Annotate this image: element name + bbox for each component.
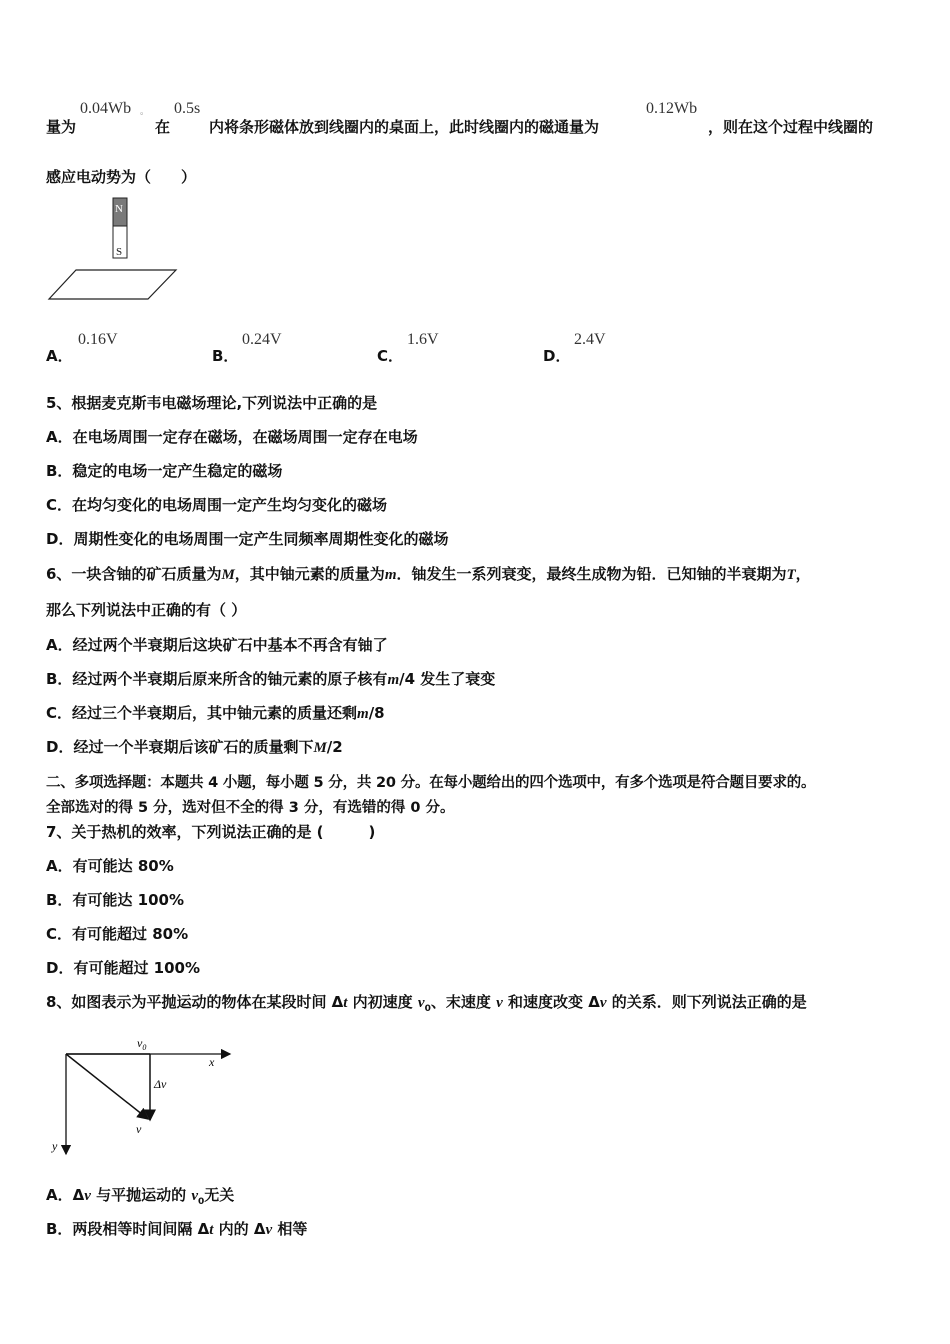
q6-stem xyxy=(46,563,811,584)
q5-option-a[interactable]: A．在电场周围一定存在磁场，在磁场周围一定存在电场 xyxy=(46,428,418,446)
q8-option-b-var2: v xyxy=(265,1222,273,1238)
q6-option-c-a: C．经过三个半衰期后，其中铀元素的质量还剩 xyxy=(46,704,358,722)
q6-stem-a: 6、一块含铀的矿石质量为 xyxy=(46,565,222,583)
q4-stem-part4: ，则在这个过程中线圈的 xyxy=(708,118,874,136)
q8-stem-b: 内初速度 xyxy=(347,993,418,1011)
q8-option-b-a: B．两段相等时间间隔 Δ xyxy=(46,1220,210,1238)
q8-option-a-var2: v xyxy=(191,1188,199,1204)
q6-option-d-a: D．经过一个半衰期后该矿石的质量剩下 xyxy=(46,738,314,756)
q8-option-a-c: 无关 xyxy=(204,1186,235,1204)
q6-option-d-b: /2 xyxy=(326,738,343,756)
q7-option-c[interactable]: C．有可能超过 80% xyxy=(46,925,189,943)
q6-option-b[interactable] xyxy=(46,668,495,689)
q8-option-b-var: t xyxy=(209,1222,214,1238)
q4-stem-part2: 在 xyxy=(155,118,171,136)
q6-var-m: m xyxy=(384,567,397,583)
q4-formula-final-flux: 0.12Wb xyxy=(646,100,698,117)
magnet-s-label: S xyxy=(116,246,123,258)
q4-stem-line2: 感应电动势为（ ） xyxy=(46,168,197,186)
q8-var-v0-sub: 0 xyxy=(424,1004,431,1014)
q4-option-b-value: 0.24V xyxy=(242,331,282,348)
v0-label-v: v xyxy=(137,1036,143,1050)
q8-var-t: t xyxy=(343,995,348,1011)
q5-option-b[interactable]: B．稳定的电场一定产生稳定的磁场 xyxy=(46,462,283,480)
q7-stem: 7、关于热机的效率，下列说法正确的是 ( ) xyxy=(46,823,376,841)
q8-stem-c: 、末速度 xyxy=(430,993,497,1011)
q8-stem-e: 的关系．则下列说法正确的是 xyxy=(606,993,807,1011)
v0-label xyxy=(137,1036,146,1052)
q7-option-a[interactable]: A．有可能达 80% xyxy=(46,857,174,875)
q6-option-b-a: B．经过两个半衰期后原来所含的铀元素的原子核有 xyxy=(46,670,388,688)
q8-var-v: v xyxy=(496,995,503,1011)
q4-option-a-letter[interactable]: A． xyxy=(46,347,73,365)
q4-formula-initial-flux: 0.04Wb xyxy=(80,100,132,117)
q6-option-c[interactable] xyxy=(46,702,385,723)
coil-parallelogram xyxy=(49,270,176,299)
q4-option-c-letter[interactable]: C． xyxy=(377,347,404,365)
q8-option-a-b: 与平抛运动的 xyxy=(90,1186,192,1204)
q6-option-b-var: m xyxy=(387,672,400,688)
q6-var-M: M xyxy=(221,567,235,583)
q8-option-a-a: A．Δ xyxy=(46,1186,85,1204)
q8-var-dv: v xyxy=(599,995,607,1011)
q6-var-T: T xyxy=(786,567,796,583)
q6-option-c-b: /8 xyxy=(368,704,385,722)
v-vector xyxy=(66,1054,148,1119)
q5-option-c[interactable]: C．在均匀变化的电场周围一定产生均匀变化的磁场 xyxy=(46,496,388,514)
q8-option-b[interactable] xyxy=(46,1218,307,1239)
q4-option-d-value: 2.4V xyxy=(574,331,606,348)
y-axis-label: y xyxy=(52,1139,58,1153)
q8-option-b-b: 内的 Δ xyxy=(213,1220,266,1238)
q4-option-b-letter[interactable]: B． xyxy=(212,347,239,365)
q4-stem-part1: 量为 xyxy=(46,118,77,136)
q4-formula-time: 0.5s xyxy=(174,100,201,117)
q8-option-b-c: 相等 xyxy=(272,1220,308,1238)
q8-option-a-sub: 0 xyxy=(198,1197,205,1207)
q4-option-d-letter[interactable]: D． xyxy=(543,347,571,365)
magnet-n-label: N xyxy=(115,203,123,215)
q8-option-a-var: v xyxy=(84,1188,91,1204)
q6-stem-c: ．铀发生一系列衰变，最终生成物为铅．已知铀的半衰期为 xyxy=(396,565,787,583)
q6-option-a[interactable]: A．经过两个半衰期后这块矿石中基本不再含有铀了 xyxy=(46,636,388,654)
q6-stem-d: ， xyxy=(795,565,811,583)
section2-heading-line2: 全部选对的得 5 分，选对但不全的得 3 分，有选错的得 0 分。 xyxy=(46,800,455,816)
q6-option-d[interactable] xyxy=(46,736,343,757)
q4-magnet-coil-figure xyxy=(46,196,186,306)
q8-velocity-diagram xyxy=(46,1030,246,1160)
v-label: v xyxy=(136,1122,142,1136)
q6-stem-line2: 那么下列说法中正确的有（ ） xyxy=(46,601,247,619)
q5-stem: 5、根据麦克斯韦电磁场理论,下列说法中正确的是 xyxy=(46,394,378,412)
q6-stem-b: ，其中铀元素的质量为 xyxy=(234,565,385,583)
q6-option-c-var: m xyxy=(357,706,369,722)
q8-var-v0: v xyxy=(417,995,425,1011)
v0-label-sub: 0 xyxy=(142,1043,147,1052)
x-axis-label: x xyxy=(209,1055,215,1069)
section2-heading-line1: 二、多项选择题：本题共 4 小题，每小题 5 分，共 20 分。在每小题给出的四个选项中，有多个选项是符合题目要求的。 xyxy=(46,775,816,791)
q7-option-d[interactable]: D．有可能超过 100% xyxy=(46,959,201,977)
q8-stem-a: 8、如图表示为平抛运动的物体在某段时间 Δ xyxy=(46,993,344,1011)
q4-stem-part3: 内将条形磁体放到线圈内的桌面上，此时线圈内的磁通量为 xyxy=(209,118,600,136)
q4-option-c-value: 1.6V xyxy=(407,331,439,348)
q8-stem xyxy=(46,991,807,1014)
q8-stem-d: 和速度改变 Δ xyxy=(502,993,600,1011)
q7-option-b[interactable]: B．有可能达 100% xyxy=(46,891,184,909)
q5-option-d[interactable]: D．周期性变化的电场周围一定产生同频率周期性变化的磁场 xyxy=(46,530,449,548)
q6-option-b-b: /4 发生了衰变 xyxy=(399,670,496,688)
q4-period-mark: 。 xyxy=(140,106,150,116)
q6-option-d-var: M xyxy=(313,740,327,756)
delta-v-label: Δv xyxy=(154,1077,167,1091)
q8-option-a[interactable] xyxy=(46,1184,234,1207)
q4-option-a-value: 0.16V xyxy=(78,331,118,348)
